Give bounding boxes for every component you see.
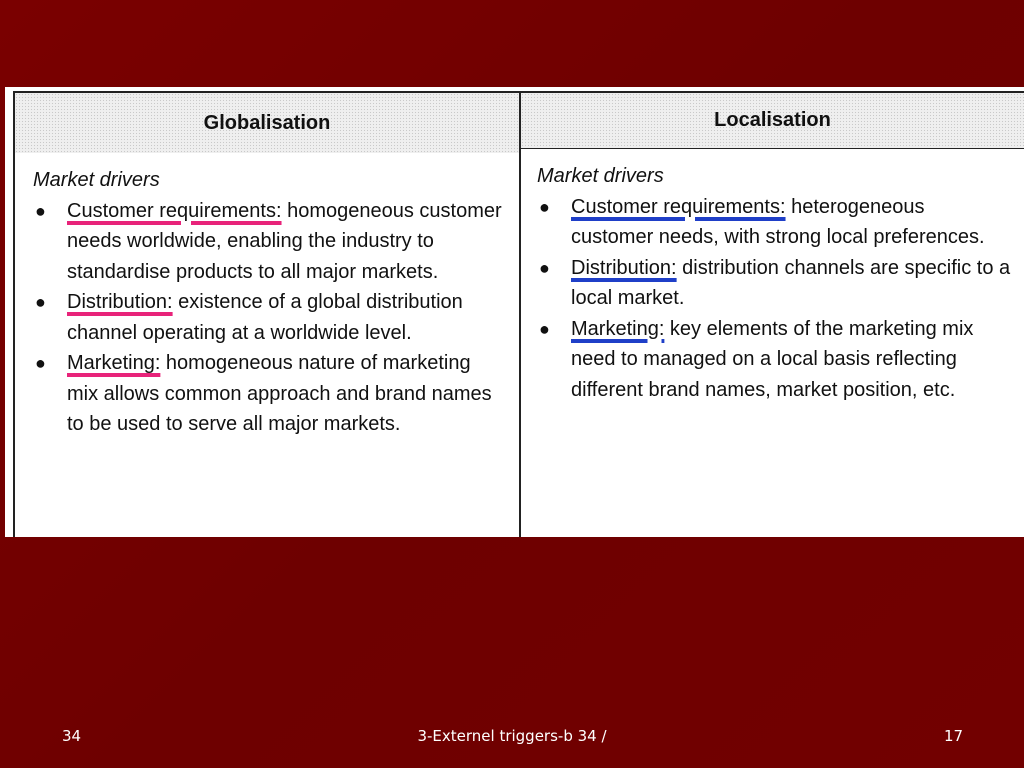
bullet-text: existence of a global distribution channel operating at a worldwide level. bbox=[67, 291, 463, 344]
slide-number: 17 bbox=[944, 727, 964, 745]
column-divider bbox=[519, 91, 521, 537]
bullet-dot: ● bbox=[35, 292, 46, 312]
bullet-text: homogeneous nature of marketing mix allows common approach and brand names to be used to serve all major markets. bbox=[67, 352, 492, 435]
bullet-term: Marketing: bbox=[571, 317, 665, 340]
bullet-text: distribution channels are specific to a local market. bbox=[571, 256, 1011, 309]
bullet-term: Customer requirements: bbox=[571, 195, 786, 218]
bullet-dot: ● bbox=[539, 257, 550, 278]
bullet-dot: ● bbox=[35, 200, 46, 221]
list-item bbox=[537, 314, 1012, 406]
footer-left-number: 34 bbox=[62, 727, 82, 745]
bullet-term: Customer requirements: bbox=[67, 199, 282, 222]
list-item bbox=[33, 196, 503, 288]
table-left-border bbox=[13, 91, 15, 537]
scanned-table-image bbox=[5, 87, 1024, 537]
section-title: Market drivers bbox=[537, 165, 664, 187]
localisation-column bbox=[537, 161, 1012, 405]
list-item bbox=[33, 348, 503, 440]
bullet-term: Distribution: bbox=[571, 256, 677, 279]
footer-title: 3-Externel triggers-b 34 / bbox=[417, 727, 607, 745]
bullet-term: Marketing: bbox=[67, 352, 161, 374]
globalisation-column bbox=[33, 165, 503, 440]
header-divider-right bbox=[521, 148, 1024, 149]
header-localisation-label: Localisation bbox=[714, 109, 831, 131]
header-localisation bbox=[521, 93, 1024, 148]
section-title: Market drivers bbox=[33, 169, 160, 191]
list-item bbox=[537, 192, 1012, 253]
bullet-term: Distribution: bbox=[67, 291, 173, 313]
bullet-text: key elements of the marketing mix need to managed on a local basis reflecting different brand names, market position, etc. bbox=[571, 317, 974, 401]
bullet-dot: ● bbox=[539, 196, 550, 217]
comparison-table bbox=[13, 91, 1024, 537]
bullet-text: heterogeneous customer needs, with strong local preferences. bbox=[571, 195, 985, 248]
bullet-dot: ● bbox=[539, 318, 550, 339]
list-item bbox=[33, 287, 503, 348]
bullet-text: homogeneous customer needs worldwide, enabling the industry to standardise products to all major markets. bbox=[67, 199, 502, 283]
header-globalisation bbox=[15, 93, 519, 153]
list-item bbox=[537, 253, 1012, 314]
header-globalisation-label: Globalisation bbox=[203, 111, 331, 134]
bullet-dot: ● bbox=[35, 353, 46, 373]
